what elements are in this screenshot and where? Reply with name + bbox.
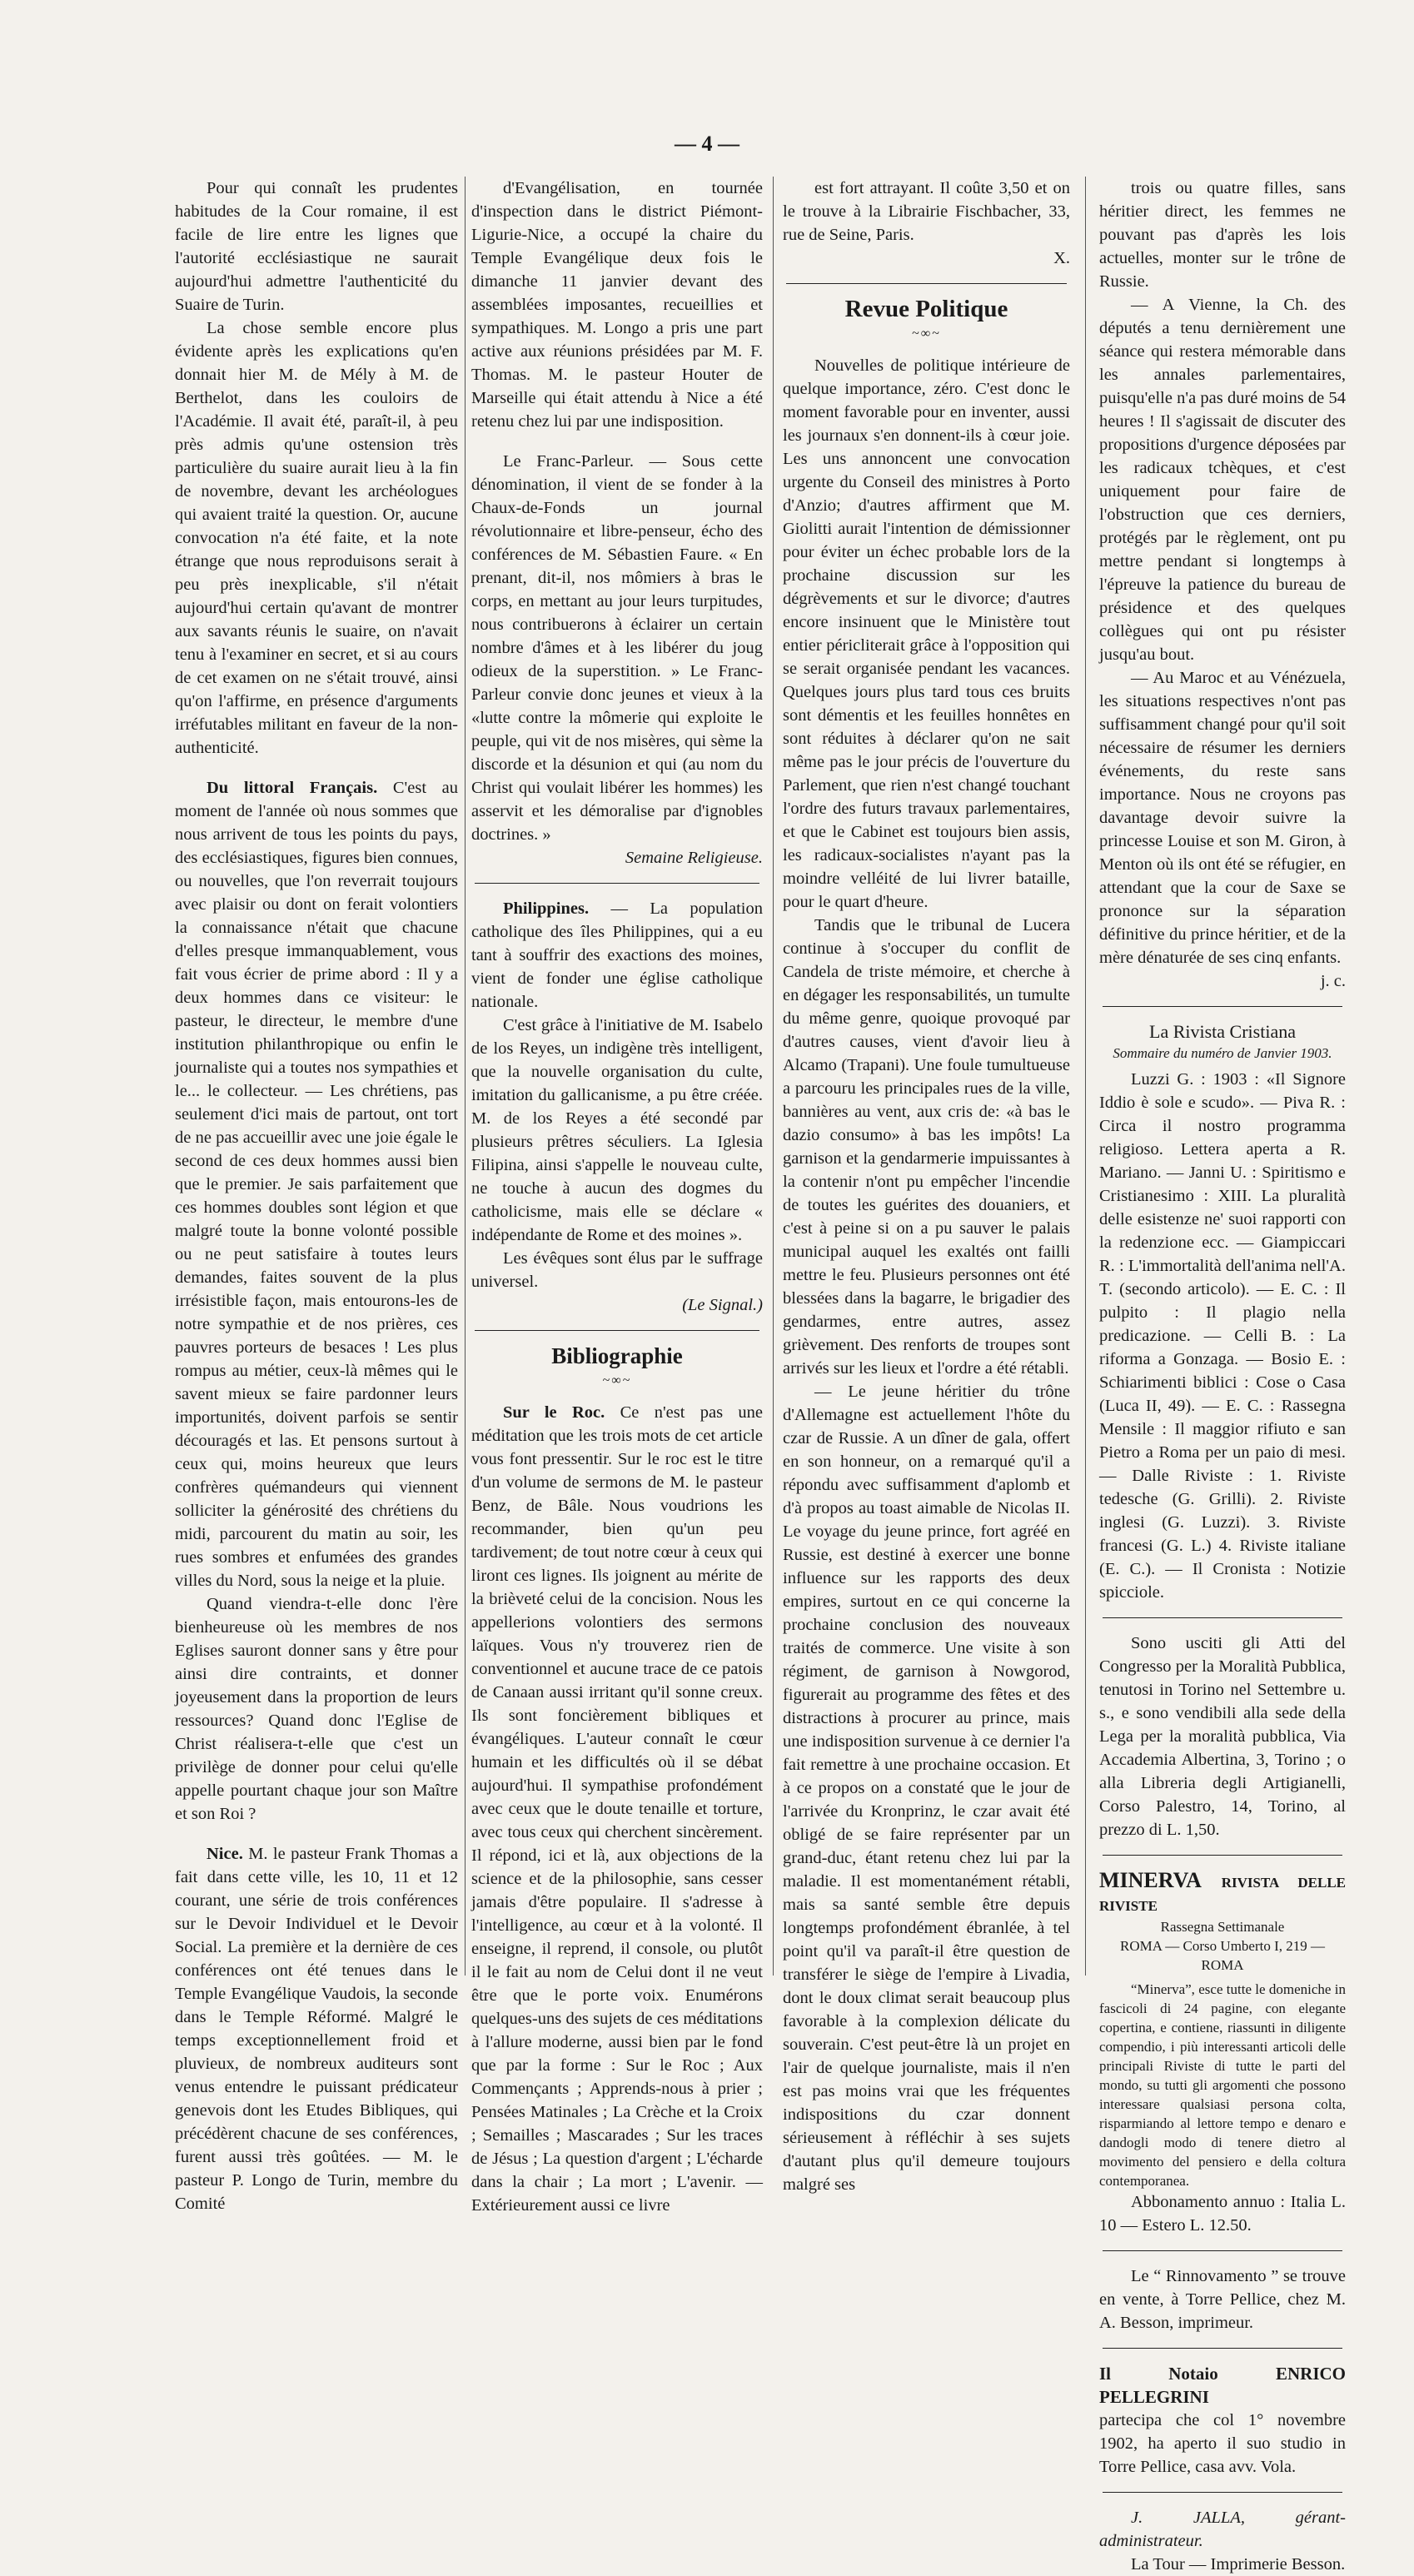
philippines-title: Philippines. [503, 899, 590, 918]
column-rule [465, 177, 466, 1976]
nice-continued: d'Evangélisation, en tournée d'inspection dans le district Piémont-Ligurie-Nice, a occupé la chaire du Temple Evangélique deux fois le dimanche 11 janvier devant des assemblées imposantes, recueillies et sympathiques. M. Longo a pris une part active aux réunions présidées par M. F. Thomas. M. le pasteur Houter de Marseille qui était attendu à Nice a été retenu chez lui par une indisposition. [471, 179, 763, 431]
politique-paragraph: Tandis que le tribunal de Lucera continue à s'occuper du conflit de Candela de triste mémoire, et cherche à en dégager les responsabilités, un tumulte du même genre, quoique provoqué par d'autres causes, vient d'avoir lieu à Alcamo (Trapani). Une foule tumultueuse a parcouru les principales rues de la ville, bannières au vent, aux cris de: «à bas le dazio consumo» à bas les impôts! La garnison et la gendarmerie impuissantes à la contenir n'ont pu empêcher l'incendie de toutes les guérites des douaniers, et c'est à peine si on a pu sauver le palais municipal auquel les exaltés ont failli mettre le feu. Plusieurs personnes ont été blessées dans la bagarre, le brigadier des gendarmes, entre autres, assez grièvement. Des renforts de troupes sont arrivés sur les lieux et l'ordre a été rétabli. [783, 916, 1070, 1378]
minerva-subtitle-2: Rassegna Settimanale [1160, 1919, 1285, 1935]
suaire-paragraph: La chose semble encore plus évidente après les explications qu'en donnait hier M. de Mély à M. de Berthelot, dans les couloirs de l'Académie. Il avait été, paraît-il, à peu près admis qu'une ostension très particulière du suaire aurait lieu à la fin de novembre, devant les archéologues qui avaient traité la question. Or, aucune convocation n'a été faite, et la note étrange que nous reproduisons serait à peu près inexplicable, s'il n'était aujourd'hui certain qu'avant de montrer aux savants réunis le suaire, on n'avait tenu à l'examiner en secret, et si au cours de cet examen on ne s'était trouvé, ainsi qu'on l'affirme, en présence d'arguments irréfutables militant en faveur de la non-authenticité. [175, 319, 458, 757]
review-continued: est fort attrayant. Il coûte 3,50 et on le trouve à la Librairie Fischbacher, 33, rue de Seine, Paris. [783, 179, 1070, 244]
philippines-article [471, 897, 763, 1014]
politique-paragraph: Nouvelles de politique intérieure de quelque importance, zéro. C'est donc le moment favorable pour en inventer, aussi les journaux s'en donnent-ils à cœur joie. Les uns annoncent une convocation urgente du Conseil des ministres à Porto d'Anzio; d'autres affirment que M. Giolitti aurait l'intention de démissionner pour éviter un échec probable lors de la prochaine discussion sur les dégrèvements et sur le divorce; d'autres encore insinuent que le Ministère tout entier péricliterait grâce à l'opposition qui se serait organisée pendant les vacances. Quelques jours plus tard tous ces bruits sont démentis et les feuilles honnêtes en sont réduites à déclarer qu'on ne sait même pas le jour précis de l'ouverture du Parlement, que rien n'est changé touchant l'ordre des futurs travaux parlementaires, et que le Cabinet est toujours bien assis, les radicaux-socialistes n'ayant pas la moindre velléité de lui livrer bataille, pour le quart d'heure. [783, 356, 1070, 911]
divider [1103, 2348, 1342, 2349]
minerva-body: “Minerva”, esce tutte le domeniche in fascicoli di 24 pagine, con elegante copertina, e contiene, riassunti in diligente compendio, i più interessanti articoli delle principali Riviste di tutte le parti del mondo, su tutti gli argomenti che possono interessare qualsiasi persona colta, risparmiando al lettore tempo e denaro e dandogli modo di tenere dietro al movimento del pensiero e della coltura contemporanea. [1099, 1981, 1346, 2189]
littoral-body: C'est au moment de l'année où nous sommes que nous arrivent de tous les points du pays, des ecclésiastiques, figures bien connues, ou nouvelles, que l'on reverrait toujours avec plaisir ou dont on ferait volontiers la connaissance n'était que chacune d'elles presque immanquablement, vous fait vous écrier de prime abord : Il y a deux hommes dans ce visiteur: le pasteur, le directeur, le membre d'une institution philanthropique ou enfin le journaliste qui a toutes nos sympathies et le... le collecteur. — Les chrétiens, pas seulement d'ici mais de partout, ont tort de ne pas accueillir avec une joie égale le second de ces deux hommes aussi bien que le premier. Je sais parfaitement que ces hommes doubles sont légion et que malgré toute la bonne volonté possible ou ne peut satisfaire à toutes leurs demandes, faites souvent de la plus irrésistible façon, mais entourons-les de notre sympathie et de nos prières, ces pauvres porteurs de besaces ! Les plus rompus au métier, ceux-là mêmes qui le savent mieux se faire pardonner leurs importunités, doivent parfois se sentir découragés et las. Et pensons surtout à ceux qui, moins heureux que leurs confrères quémandeurs qui viennent solliciter la générosité des chrétiens du midi, parcourent du matin au soir, les rues sombres et enfumées des grandes villes du Nord, sous la neige et la pluie. [175, 779, 458, 1590]
imprimerie-line: La Tour — Imprimerie Besson. [1131, 2555, 1346, 2574]
page-number: — 4 — [675, 132, 739, 156]
divider [475, 1330, 759, 1331]
bibliographie-heading: Bibliographie [551, 1343, 683, 1368]
littoral-paragraph: Quand viendra-t-elle donc l'ère bienheureuse où les membres de nos Eglises sauront donner sans y être pour ainsi dire contraints, et donner joyeusement dans la proportion de leurs ressources? Quand donc l'Eglise de Christ réalisera-t-elle que c'est un privilège de donner pour celui qu'elle appelle pourtant chaque jour son Maître et son Roi ? [175, 1595, 458, 1823]
franc-parleur-article: Le Franc-Parleur. — Sous cette dénomination, il vient de se fonder à la Chaux-de-Fonds un journal révolutionnaire et libre-penseur, écho des conférences de M. Sébastien Faure. « En prenant, dit-il, nos mômiers à bras le corps, en mettant au jour leurs turpitudes, nous contribuerons à éclairer un certain nombre d'âmes et à les libérer du joug odieux de la superstition. » Le Franc-Parleur convie donc jeunes et vieux à la «lutte contre la mômerie qui exploite le peuple, qui vit de nos misères, qui sème la discorde et la désunion et qui (au nom du Christ qui voulait libérer les hommes) les asservit et les démoralise par d'ignobles doctrines. » [471, 452, 763, 844]
nice-title: Nice. [207, 1845, 243, 1863]
divider [1103, 2250, 1342, 2251]
notaio-body: partecipa che col 1° novembre 1902, ha aperto il suo studio in Torre Pellice, casa avv. Vola. [1099, 2411, 1346, 2476]
column-4 [1099, 177, 1346, 2576]
rivista-contents: Luzzi G. : 1903 : «Il Signore Iddio è sole e scudo». — Piva R. : Circa il nostro programma religioso. Lettera aperta a R. Mariano. — Janni U. : Spiritismo e Cristianesimo : XIII. La pluralità delle esistenze ne' suoi rapporti con la redenzione ecc. — Giampiccari R. : L'immortalità dell'anima nell'A. T. (secondo articolo). — E. C. : Il pulpito : Il plagio nella predicazione. — Celli B. : La riforma a Gonzaga. — Bosio E. : Schiarimenti biblici : Cose o Casa (Luca II, 49). — E. C. : Rassegna Mensile : Il maggior rifiuto e san Pietro a Roma per un paio di mesi. — Dalle Riviste : 1. Riviste tedesche (G. Grilli). 2. Riviste inglesi (G. Luzzi). 3. Riviste francesi (G. L.) 4. Riviste italiane (E. C.). — Il Cronista : Notizie spicciole. [1099, 1070, 1346, 1602]
notaio-title: Il Notaio ENRICO PELLEGRINI [1099, 2364, 1346, 2407]
politique-paragraph: — Le jeune héritier du trône d'Allemagne est actuellement l'hôte du czar de Russie. A un dîner de gala, offert en son honneur, on a remarqué qu'il a répondu avec suffisamment d'aplomb et d'à propos au toast aimable de Nicolas II. Le voyage du jeune prince, fort agréé en Russie, est destiné à exercer une bonne influence sur les rapports des deux empires, surtout en ce qui concerne la prochaine conclusion des nouveaux traités de commerce. Une visite à son régiment, de garnison à Nowgorod, figurerait au programme des fêtes et des distractions à procurer au prince, mais une indisposition survenue à ce dernier l'a fait remettre à une prochaine occasion. Et à ce propos on a constaté que le jour de l'arrivée du Kronprinz, le czar avait été obligé de se faire représenter par un grand-duc, étant retenu chez lui par la maladie. Il est momentanément rétabli, mais sa santé semble être depuis longtemps profondément ébranlée, à tel point qu'il va paraît-il être question de transférer le siège de l'empire à Livadia, dont le doux climat serait beaucoup plus favorable à la complexion délicate du souverain. C'est peut-être là un projet en l'air de quelque journaliste, mais il n'en est pas moins vrai que les fréquentes indispositions du czar donnent sérieusement à réfléchir à ses sujets d'autant plus qu'il demeure toujours malgré ses [783, 1383, 1070, 2194]
divider [1103, 1006, 1342, 1007]
nice-article [175, 1842, 458, 2215]
rivista-title: La Rivista Cristiana [1149, 1021, 1296, 1042]
source-credit: (Le Signal.) [682, 1296, 763, 1314]
littoral-article [175, 776, 458, 1592]
gerant-line: J. JALLA, gérant-administrateur. [1099, 2509, 1346, 2550]
column-3 [783, 177, 1070, 2196]
column-rule [1085, 177, 1086, 1976]
nice-body: M. le pasteur Frank Thomas a fait dans cette ville, les 10, 11 et 12 courant, une série de trois conférences sur le Devoir Individuel et le Devoir Social. La première et la dernière de ces conférences ont été tenues dans le Temple Evangélique Vaudois, la seconde dans le Temple Réformé. Malgré le temps exceptionnellement froid et pluvieux, de nombreux auditeurs sont venus entendre le puissant prédicateur genevois dont les Etudes Bibliques, qui précédèrent chacune de ses conférences, furent aussi très goûtées. — M. le pasteur P. Longo de Turin, membre du Comité [175, 1845, 458, 2213]
suaire-paragraph: Pour qui connaît les prudentes habitudes de la Cour romaine, il est facile de lire entre les lignes que l'autorité ecclésiastique ne saurait aujourd'hui admettre l'authenticité du Suaire de Turin. [175, 179, 458, 314]
rivista-subtitle: Sommaire du numéro de Janvier 1903. [1113, 1045, 1332, 1061]
politique-continued: trois ou quatre filles, sans héritier direct, les femmes ne pouvant pas d'après les lois actuelles, monter sur le trône de Russie. [1099, 179, 1346, 291]
source-credit: Semaine Religieuse. [625, 849, 763, 867]
philippines-paragraph: C'est grâce à l'initiative de M. Isabelo de los Reyes, un indigène très intelligent, que la nouvelle organisation du culte, imitation du gallicanisme, a pu être créée. M. de los Reyes a été secondé par plusieurs prêtres séculiers. La Iglesia Filipina, ainsi s'appelle le nouveau culte, ne touche à aucun des dogmes du catholicisme, mais elle se déclare « indépendante de Rome et des moines ». [471, 1016, 763, 1244]
divider [1103, 2492, 1342, 2493]
littoral-title: Du littoral Français. [207, 779, 378, 797]
signature: j. c. [1320, 972, 1346, 990]
vienne-paragraph: — A Vienne, la Ch. des députés a tenu dernièrement une séance qui restera mémorable dans les annales parlementaires, puisqu'elle n'a pas duré moins de 54 heures ! Il s'agissait de discuter des propositions d'urgence déposées par les radicaux tchèques, et c'est uniquement pour faire de l'obstruction que ces derniers, protégés par le règlement, ont pu mettre pendant si longtemps à l'épreuve la patience du bureau de présidence et des quelques collègues qui ont pu résister jusqu'au bout. [1099, 296, 1346, 664]
sur-le-roc-title: Sur le Roc. [503, 1403, 605, 1422]
sur-le-roc-review [471, 1401, 763, 2217]
minerva-address: ROMA — Corso Umberto I, 219 — ROMA [1119, 1938, 1326, 1973]
minerva-subtitle: RIVISTA DELLE RIVISTE [1099, 1875, 1346, 1914]
signature: X. [1053, 249, 1070, 267]
column-1 [175, 177, 458, 2215]
minerva-ad [1099, 1869, 1346, 2237]
revue-politique-heading: Revue Politique [844, 296, 1008, 322]
philippines-paragraph: Les évêques sont élus par le suffrage universel. [471, 1249, 763, 1291]
minerva-title: MINERVA [1099, 1868, 1202, 1892]
ornament-icon: ~∞~ [602, 1373, 632, 1388]
sur-le-roc-body: Ce n'est pas une méditation que les trois mots de cet article vous font pressentir. Sur le roc est le titre d'un volume de sermons de M. le pasteur Benz, de Bâle. Nous voudrions les recommander, bien qu'un peu tardivement; de tout notre cœur à ceux qui liront ces lignes. Ils joignent au mérite de la brièveté celui de la concision. Nous les appellerions volontiers des sermons laïques. Vous n'y trouverez rien de conventionnel et aucune trace de ce patois de Canaan aussi irritant qu'il sonne creux. Ils sont foncièrement bibliques et évangéliques. L'auteur connaît le cœur humain et les difficultés où il se débat aujourd'hui. Il sympathise profondément avec ceux que le doute tenaille et torture, avec tous ceux qui cherchent sincèrement. Il répond, ici et là, aux objections de la science et de la philosophie, sans cesser jamais d'être populaire. Il s'adresse à l'intelligence, au cœur et à la volonté. Il enseigne, il reprend, il console, ou plutôt il le fait au nom de Celui dont il ne veut être que le porte voix. Enumérons quelques-uns des sujets de ces méditations à l'allure moderne, aussi bien par le fond que par la forme : Sur le Roc ; Aux Commençants ; Apprends-nous à prier ; Pensées Matinales ; La Crèche et la Croix ; Semailles ; Mascarades ; Sur les traces de Jésus ; La question d'argent ; L'écharde dans la chair ; La mort ; L'avenir. — Extérieurement aussi ce livre [471, 1403, 763, 2215]
divider [1103, 1855, 1342, 1856]
column-2 [471, 177, 763, 2217]
ornament-icon: ~∞~ [912, 326, 941, 341]
column-rule [773, 177, 774, 1976]
maroc-paragraph: — Au Maroc et au Vénézuela, les situations respectives n'ont pas suffisamment changé pour qu'il soit nécessaire de résumer les derniers événements, du reste sans importance. Nous ne croyons pas davantage devoir suivre la princesse Louise et son M. Giron, à Menton où ils ont été se réfugier, en attendant que la cour de Saxe se prononce sur la séparation définitive du prince héritier, et de la mère dénaturée de ses cinq enfants. [1099, 669, 1346, 967]
philippines-body: — La population catholique des îles Philippines, qui a eu tant à souffrir des exactions des moines, vient de fonder une église catholique nationale. [471, 899, 763, 1011]
divider [1103, 1617, 1342, 1618]
divider [475, 883, 759, 884]
rinnovamento-notice: Le “ Rinnovamento ” se trouve en vente, à Torre Pellice, chez M. A. Besson, imprimeur. [1099, 2267, 1346, 2332]
divider [786, 283, 1067, 284]
minerva-subscription: Abbonamento annuo : Italia L. 10 — Estero L. 12.50. [1099, 2193, 1346, 2235]
atti-notice: Sono usciti gli Atti del Congresso per la Moralità Pubblica, tenutosi in Torino nel Settembre u. s., e sono vendibili alla sede della Lega per la moralità pubblica, Via Accademia Albertina, 3, Torino ; o alla Libreria degli Artigianelli, Corso Palestro, 14, Torino, al prezzo di L. 1,50. [1099, 1634, 1346, 1839]
